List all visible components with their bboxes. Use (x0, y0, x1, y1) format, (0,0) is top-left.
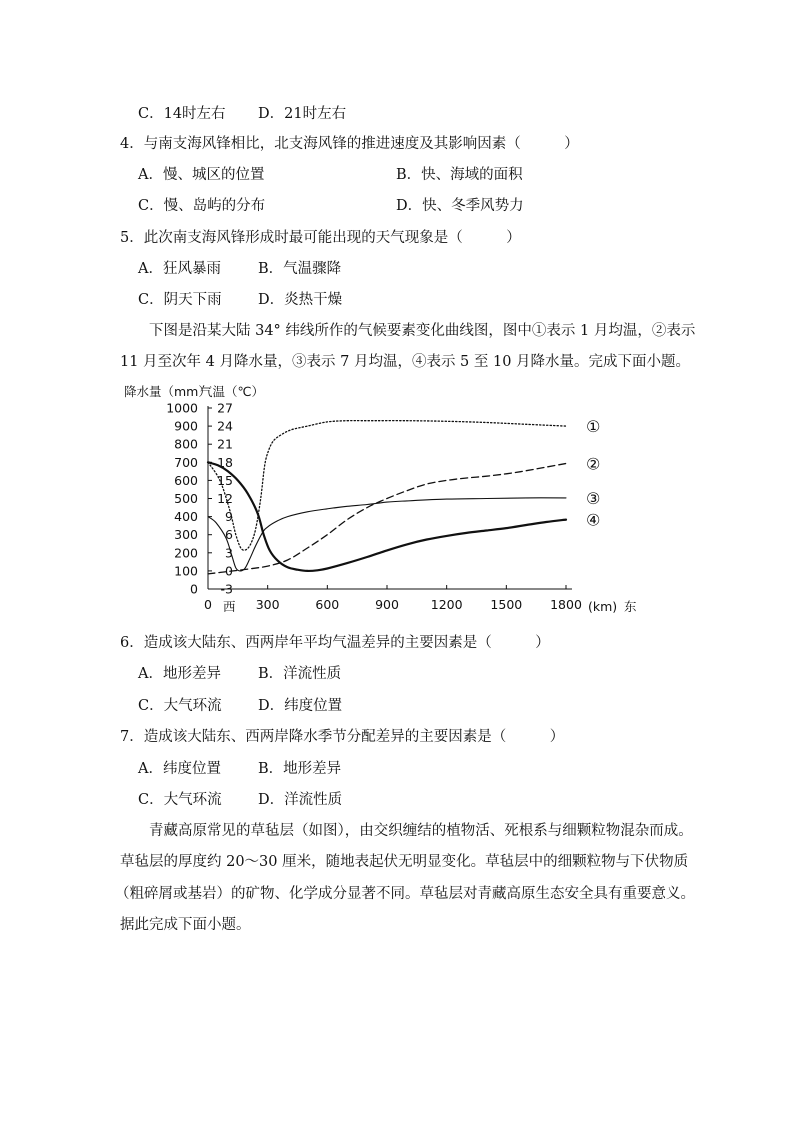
q4-option-d: D．快、冬季风势力 (396, 198, 524, 214)
q5-option-a: A．狂风暴雨 (138, 261, 221, 277)
q4-stem: 4．与南支海风锋相比，北支海风锋的推进速度及其影响因素（ ） (120, 136, 579, 152)
y-tick-label-precip: 800 (174, 436, 198, 452)
x-east-label: 东 (624, 599, 637, 614)
x-tick-label: 600 (315, 597, 340, 612)
q3-option-d: D．21时左右 (258, 106, 347, 122)
y-tick-label-precip: 600 (174, 472, 198, 488)
y-tick-label-temp: 27 (217, 400, 233, 416)
q5-option-c: C．阴天下雨 (138, 292, 222, 308)
intro2-line3: （粗碎屑或基岩）的矿物、化学成分显著不同。草毡层对青藏高原生态安全具有重要意义。 (115, 886, 695, 902)
series-label-4: ④ (586, 510, 601, 530)
series-label-3: ③ (586, 488, 601, 508)
intro2-line1: 青藏高原常见的草毡层（如图），由交织缠结的植物活、死根系与细颗粒物混杂而成。 (120, 823, 693, 839)
intro1-line1: 下图是沿某大陆 34° 纬线所作的气候要素变化曲线图，图中①表示 1 月均温，②表示 (120, 323, 696, 339)
x-unit-label: (km) (588, 599, 618, 614)
x-tick-label: 300 (255, 597, 280, 612)
intro2-line4: 据此完成下面小题。 (120, 917, 251, 933)
y-tick-label-precip: 900 (174, 418, 198, 434)
x-tick-label: 1500 (490, 597, 523, 612)
series-label-1: ① (586, 417, 601, 437)
y-tick-label-temp: -3 (220, 581, 233, 597)
q6-option-d: D．纬度位置 (258, 698, 343, 714)
q4-option-c: C．慢、岛屿的分布 (138, 198, 266, 214)
q7-option-c: C．大气环流 (138, 792, 222, 808)
y-tick-label-precip: 200 (174, 545, 198, 561)
y-tick-label-temp: 6 (225, 527, 233, 543)
x-tick-label: 1200 (430, 597, 463, 612)
y-tick-label-temp: 21 (217, 436, 233, 452)
q6-option-b: B．洋流性质 (258, 666, 342, 682)
y-axis-label-precip: 降水量（mm） (124, 384, 211, 399)
y-tick-label-precip: 300 (174, 527, 198, 543)
q7-option-a: A．纬度位置 (138, 761, 221, 777)
q5-option-b: B．气温骤降 (258, 261, 342, 277)
y-tick-label-precip: 400 (174, 509, 198, 525)
climate-chart (120, 378, 660, 618)
y-tick-label-temp: 15 (217, 472, 233, 488)
y-tick-label-precip: 500 (174, 491, 198, 506)
q3-option-c: C．14时左右 (138, 106, 226, 122)
x-west-label: 西 (223, 599, 236, 614)
y-tick-label-temp: 24 (217, 418, 233, 434)
y-tick-label-temp: 18 (217, 454, 233, 470)
q5-stem: 5．此次南支海风锋形成时最可能出现的天气现象是（ ） (120, 230, 521, 246)
y-tick-label-precip: 700 (174, 454, 198, 470)
intro2-line2: 草毡层的厚度约 20～30 厘米，随地表起伏无明显变化。草毡层中的细颗粒物与下伏物质 (120, 854, 689, 870)
q4-option-a: A．慢、城区的位置 (138, 167, 265, 183)
q7-option-d: D．洋流性质 (258, 792, 343, 808)
q7-stem: 7．造成该大陆东、西两岸降水季节分配差异的主要因素是（ ） (120, 729, 565, 745)
y-tick-label-temp: 12 (217, 491, 233, 506)
x-tick-label: 900 (375, 597, 399, 612)
y-tick-label-temp: 3 (225, 545, 233, 561)
y-tick-label-precip: 100 (174, 563, 198, 579)
y-tick-label-temp: 9 (225, 509, 233, 525)
y-axis-label-temp: 气温（℃） (200, 384, 265, 399)
series-line-4 (208, 462, 566, 571)
intro1-line2: 11 月至次年 4 月降水量，③表示 7 月均温，④表示 5 至 10 月降水量。完成下面小题。 (120, 354, 691, 370)
q5-option-d: D．炎热干燥 (258, 292, 343, 308)
q6-option-c: C．大气环流 (138, 698, 222, 714)
y-tick-label-temp: 0 (225, 563, 233, 579)
x-tick-label: 1800 (550, 597, 582, 612)
series-label-2: ② (586, 454, 601, 474)
series-line-3 (208, 498, 566, 571)
q6-option-a: A．地形差异 (138, 666, 221, 682)
series-line-2 (208, 464, 566, 574)
q4-option-b: B．快、海域的面积 (396, 167, 523, 183)
q7-option-b: B．地形差异 (258, 761, 342, 777)
x-tick-label: 0 (204, 597, 212, 612)
y-tick-label-precip: 0 (190, 581, 198, 597)
q6-stem: 6．造成该大陆东、西两岸年平均气温差异的主要因素是（ ） (120, 635, 550, 651)
y-tick-label-precip: 1000 (166, 400, 198, 416)
